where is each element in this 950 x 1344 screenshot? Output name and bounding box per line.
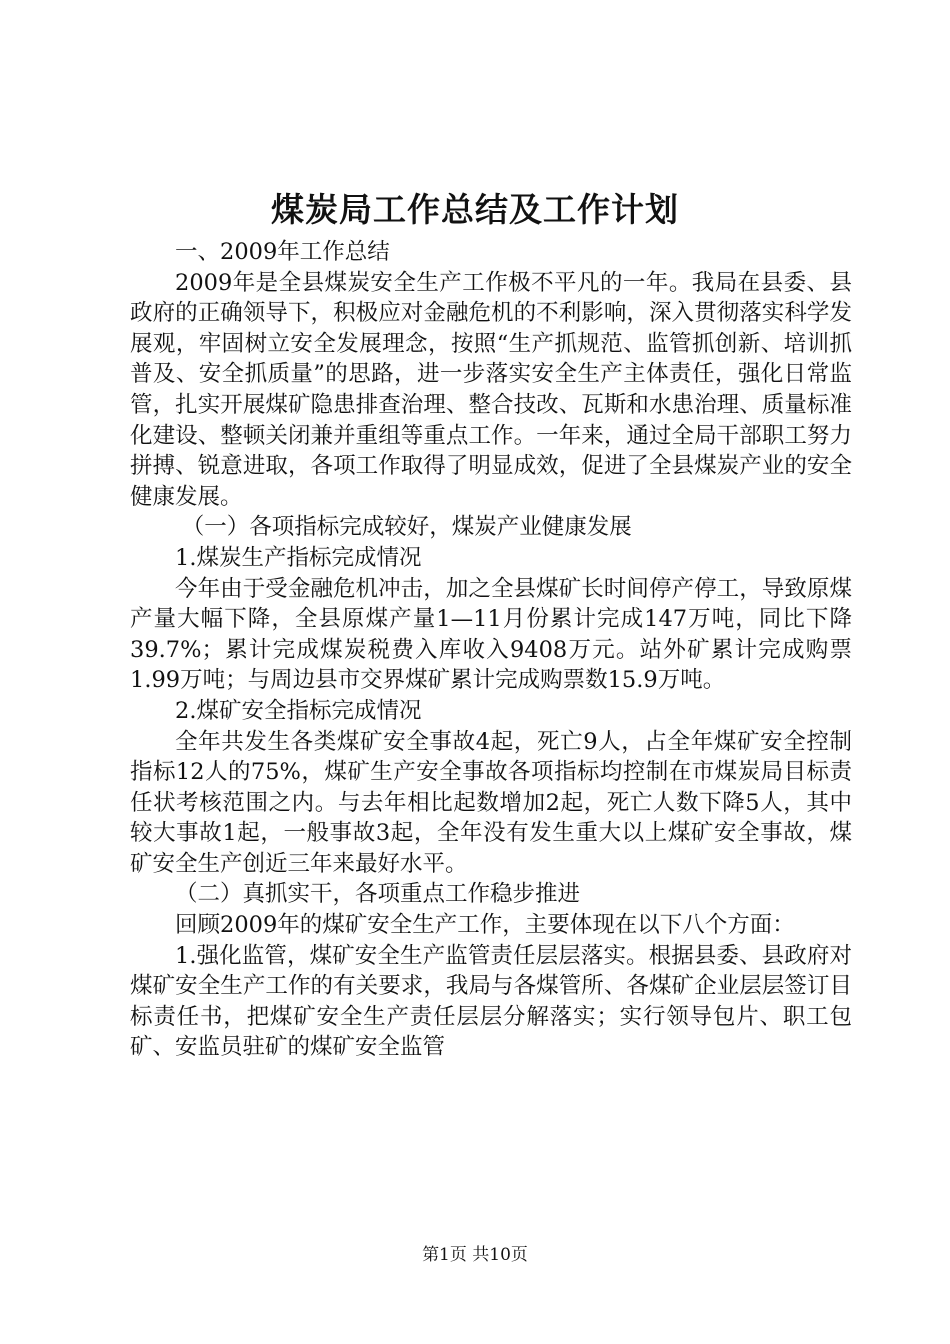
- paragraph: 今年由于受金融危机冲击，加之全县煤矿长时间停产停工，导致原煤产量大幅下降，全县原煤产量1—11月份累计完成147万吨，同比下降39.7%；累计完成煤炭税费入库收入9408万元。站外矿累计完成购票1.99万吨；与周边县市交界煤矿累计完成购票数15.9万吨。: [130, 575, 852, 694]
- item-heading: 1.煤炭生产指标完成情况: [175, 544, 422, 571]
- paragraph: 全年共发生各类煤矿安全事故4起，死亡9人，占全年煤矿安全控制指标12人的75%，煤矿生产安全事故各项指标均控制在市煤炭局目标责任状考核范围之内。与去年相比起数增加2起，死亡人数下降5人，其中较大事故1起，一般事故3起，全年没有发生重大以上煤矿安全事故，煤矿安全生产创近三年来最好水平。: [130, 728, 852, 877]
- document-title: 煤炭局工作总结及工作计划: [271, 190, 679, 229]
- section-heading: 一、2009年工作总结: [175, 239, 390, 265]
- paragraph: 回顾2009年的煤矿安全生产工作，主要体现在以下八个方面：: [175, 912, 795, 939]
- subsection-heading: （一）各项指标完成较好，煤炭产业健康发展: [181, 514, 632, 541]
- page-footer: 第1页 共10页: [422, 1245, 528, 1265]
- subsection-heading: （二）真抓实干，各项重点工作稳步推进: [175, 881, 581, 908]
- paragraph: 1.强化监管，煤矿安全生产监管责任层层落实。根据县委、县政府对煤矿安全生产工作的有关要求，我局与各煤管所、各煤矿企业层层签订目标责任书，把煤矿安全生产责任层层分解落实；实行领导包片、职工包矿、安监员驻矿的煤矿安全监管: [130, 942, 852, 1061]
- document-body: [130, 237, 852, 1063]
- item-heading: 2.煤矿安全指标完成情况: [175, 697, 422, 724]
- paragraph: 2009年是全县煤炭安全生产工作极不平凡的一年。我局在县委、县政府的正确领导下，积极应对金融危机的不利影响，深入贯彻落实科学发展观，牢固树立安全发展理念，按照“生产抓规范、监管抓创新、培训抓普及、安全抓质量”的思路，进一步落实安全生产主体责任，强化日常监管，扎实开展煤矿隐患排查治理、整合技改、瓦斯和水患治理、质量标准化建设、整顿关闭兼并重组等重点工作。一年来，通过全局干部职工努力拼搏、锐意进取，各项工作取得了明显成效，促进了全县煤炭产业的安全健康发展。: [130, 269, 852, 510]
